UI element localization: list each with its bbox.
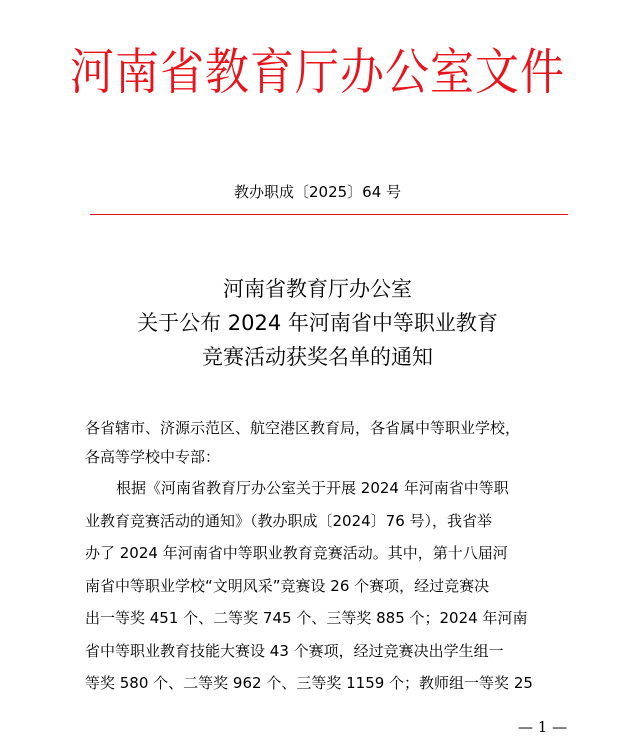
notice-title-line: 河南省教育厅办公室 [223, 277, 412, 301]
addressee-block [85, 414, 555, 472]
body-line: 办了 2024 年河南省中等职业教育竞赛活动。其中，第十八届河 [85, 544, 508, 562]
document-number: 教办职成〔2025〕64 号 [233, 183, 402, 201]
body-line: 出一等奖 451 个、二等奖 745 个、三等奖 885 个；2024 年河南 [85, 609, 528, 627]
notice-title [0, 272, 635, 374]
addressee-line: 各高等学校中专部： [85, 448, 221, 466]
body-line: 根据《河南省教育厅办公室关于开展 2024 年河南省中等职 [116, 479, 509, 497]
body-line: 省中等职业教育技能大赛设 43 个赛项，经过竞赛决出学生组一 [85, 641, 504, 660]
page-number: — 1 — [518, 718, 568, 736]
body-line: 业教育竞赛活动的通知》（教办职成〔2024〕76 号），我省举 [85, 511, 493, 530]
notice-title-line: 竞赛活动获奖名单的通知 [202, 345, 433, 369]
document-masthead: 河南省教育厅办公室文件 [70, 44, 565, 102]
body-line: 南省中等职业学校“文明风采”竞赛设 26 个赛项，经过竞赛决 [85, 576, 490, 595]
body-paragraph [85, 472, 560, 700]
body-line: 等奖 580 个、二等奖 962 个、三等奖 1159 个；教师组一等奖 25 [85, 674, 533, 692]
addressee-line: 各省辖市、济源示范区、航空港区教育局，各省属中等职业学校， [85, 419, 521, 437]
red-divider [90, 214, 568, 215]
notice-title-line: 关于公布 2024 年河南省中等职业教育 [137, 311, 498, 335]
